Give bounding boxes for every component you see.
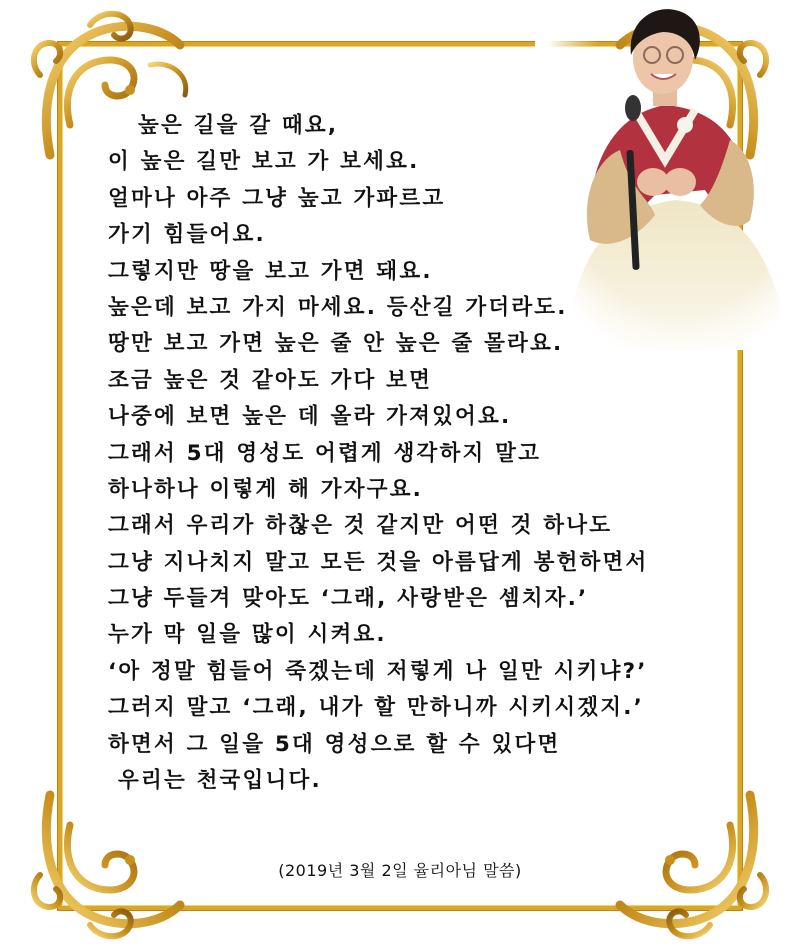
poem-line: 그러지 말고 ‘그래, 내가 할 만하니까 시키시겠지.’ <box>108 695 644 721</box>
poem-line: 얼마나 아주 그냥 높고 가파르고 <box>108 185 446 211</box>
poem-line: 그래서 5대 영성도 어렵게 생각하지 말고 <box>108 440 542 466</box>
poem-line: 하면서 그 일을 5대 영성으로 할 수 있다면 <box>108 731 561 757</box>
poem-text <box>108 108 748 799</box>
poem-line: 우리는 천국입니다. <box>118 768 322 794</box>
poem-line: 그렇지만 땅을 보고 가면 돼요. <box>108 258 433 284</box>
poem-line: 그래서 우리가 하찮은 것 같지만 어떤 것 하나도 <box>108 513 613 539</box>
poem-line: 높은데 보고 가지 마세요. 등산길 가더라도. <box>108 294 568 320</box>
poem-line: ‘아 정말 힘들어 죽겠는데 저렇게 나 일만 시키냐?’ <box>108 658 648 684</box>
poem-line: 하나하나 이렇게 해 가자구요. <box>108 476 424 502</box>
citation: (2019년 3월 2일 율리아님 말씀) <box>278 861 522 880</box>
poem-line: 그냥 두들겨 맞아도 ‘그래, 사랑받은 셈치자.’ <box>108 586 589 612</box>
poem-line: 땅만 보고 가면 높은 줄 안 높은 줄 몰라요. <box>108 331 564 357</box>
poem-line: 가기 힘들어요. <box>108 222 266 248</box>
poem-line: 나중에 보면 높은 데 올라 가져있어요. <box>108 404 512 430</box>
poem-line: 이 높은 길만 보고 가 보세요. <box>108 149 420 175</box>
poem-line: 누가 막 일을 많이 시켜요. <box>108 622 387 648</box>
poem-line: 조금 높은 것 같아도 가다 보면 <box>108 367 433 393</box>
poem-line: 그냥 지나치지 말고 모든 것을 아름답게 봉헌하면서 <box>108 549 649 575</box>
poem-line: 높은 길을 갈 때요, <box>138 113 339 138</box>
